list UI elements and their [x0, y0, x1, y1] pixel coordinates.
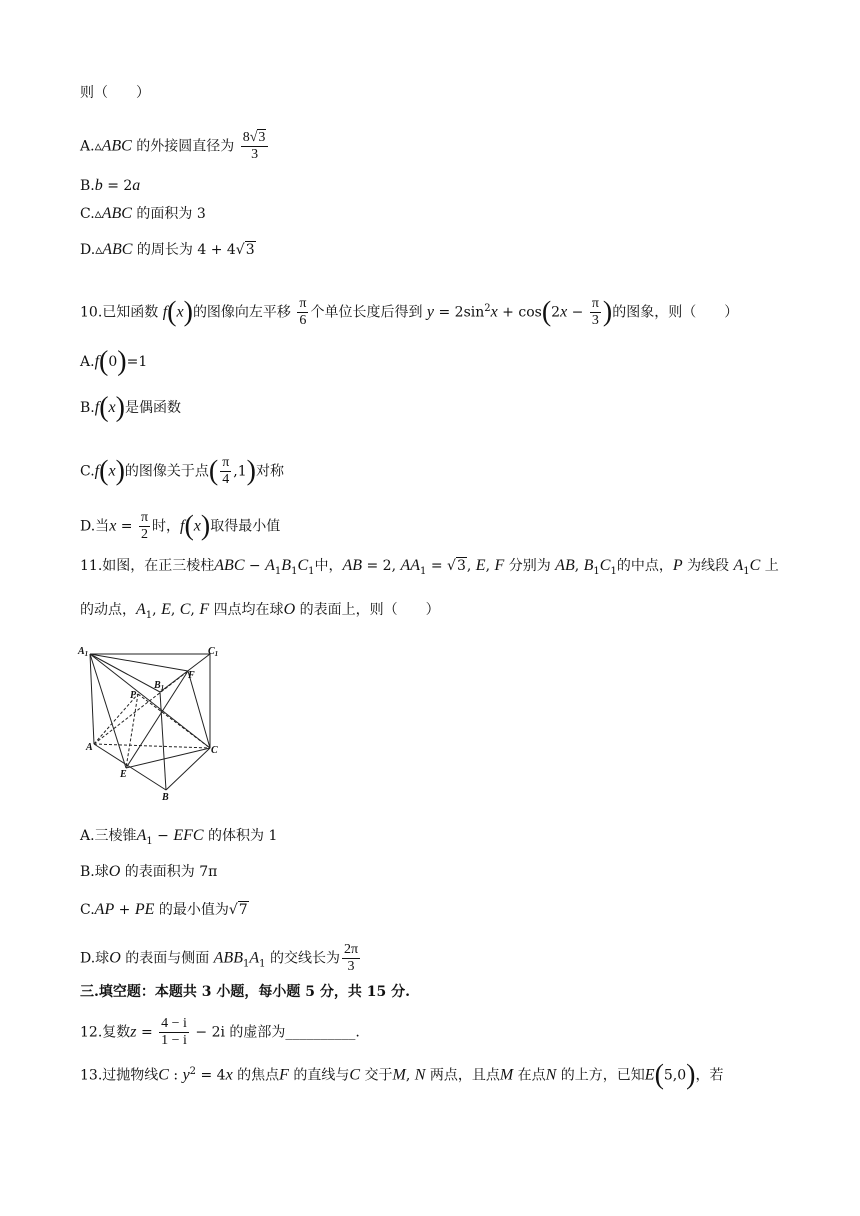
- label-c1: $C_1$: [208, 646, 219, 658]
- q11-option-b: B.球O 的表面积为 7π: [80, 863, 218, 880]
- label-c: C: [211, 745, 218, 756]
- q10-option-c: C.f(x)的图像关于点( $\frac{\pi}{4}$ ,1)对称: [80, 455, 284, 487]
- q11-option-a: A.三棱锥$A_1$ − EFC 的体积为 1: [80, 827, 278, 847]
- q10-stem: 10.已知函数 f(x)的图像向左平移 $\frac{\pi}{6}$ 个单位长度后得到 $y = 2\sin^2x + \cos(2x$ − $\frac{\pi}{3}$ )的图象，则（ ）: [80, 296, 739, 328]
- q10-option-a: A.f(0)=1: [80, 346, 148, 377]
- q13-stem: 13.过抛物线C : $y^2 = 4x$ 的焦点F 的直线与C 交于M, N 两点，且点M 在点N 的上方，已知E(5,0)，若: [80, 1059, 724, 1091]
- label-f: F: [188, 670, 195, 681]
- label-e: E: [120, 769, 127, 780]
- q9-option-b: B.b = 2a: [80, 177, 141, 194]
- label-b1: $B_1$: [154, 680, 165, 692]
- label-a: A: [86, 742, 93, 753]
- q9-option-c: C.▵ABC 的面积为 3: [80, 205, 206, 222]
- q11-stem-line1: 11.如图，在正三棱柱ABC − $A_1B_1C_1$中，AB = 2, $AA_1 = √3$, E, F 分别为 AB, $B_1C_1$的中点，P 为线段 $A_1C$ 上: [80, 557, 779, 577]
- label-p: P: [130, 690, 137, 701]
- q11-option-c: C.AP + PE 的最小值为√7: [80, 901, 248, 918]
- q11-option-d: D.球O 的表面与侧面 $ABB_1A_1$ 的交线长为 $\frac{2\pi}{3}$: [80, 942, 359, 974]
- label-b: B: [162, 792, 169, 803]
- q10-option-b: B.f(x)是偶函数: [80, 392, 181, 423]
- section-heading-fill-blank: 三.填空题：本题共 3 小题，每小题 5 分，共 15 分.: [80, 984, 410, 1000]
- prism-figure: [76, 640, 236, 810]
- q11-stem-line2: 的动点，$A_1$, E, C, F 四点均在球O 的表面上，则（ ）: [80, 601, 440, 621]
- q10-option-d: D.当x = $\frac{\pi}{2}$ 时，f(x)取得最小值: [80, 510, 281, 542]
- q9-option-d: D.▵ABC 的周长为 4 + 4√3: [80, 241, 255, 258]
- q9-tail: 则（ ）: [80, 85, 150, 101]
- q9-option-a: A.▵ABC 的外接圆直径为 $\frac{8√3}{3}$: [80, 130, 270, 163]
- q12-stem: 12.复数z = $\frac{4 - i}{1 - i}$ − 2i 的虚部为__________.: [80, 1016, 360, 1048]
- label-a1: $A_1$: [78, 646, 89, 658]
